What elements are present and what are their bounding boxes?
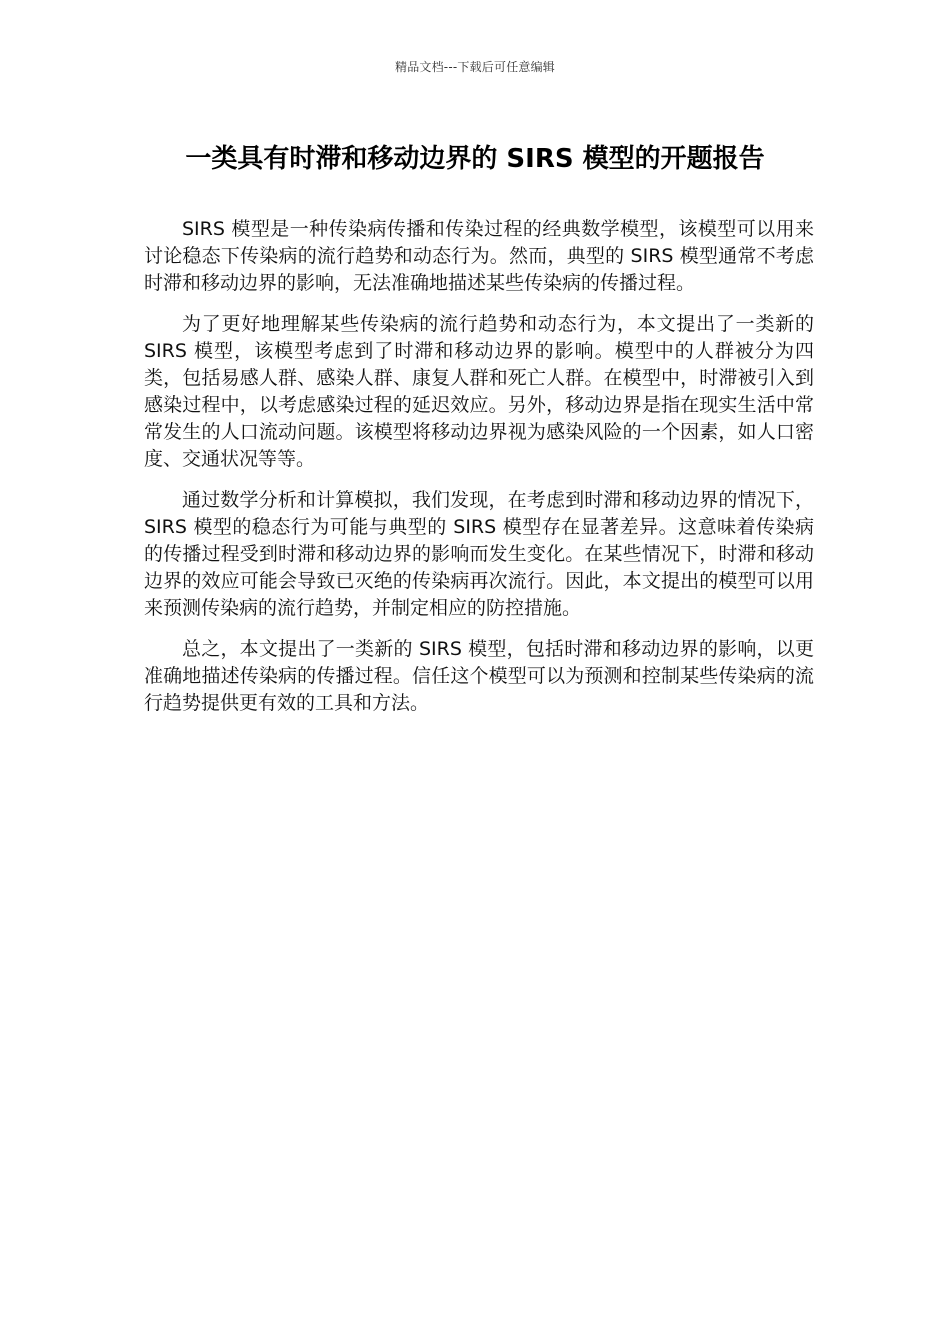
paragraph-4: 总之，本文提出了一类新的 SIRS 模型，包括时滞和移动边界的影响，以更准确地描述传染病的传播过程。信任这个模型可以为预测和控制某些传染病的流行趋势提供更有效的工具和方法。 [144,638,814,714]
paragraph-1: SIRS 模型是一种传染病传播和传染过程的经典数学模型，该模型可以用来讨论稳态下传染病的流行趋势和动态行为。然而，典型的 SIRS 模型通常不考虑时滞和移动边界的影响，无法准确地描述某些传染病的传播过程。 [144,218,814,294]
document-body [144,216,814,731]
document-title: 一类具有时滞和移动边界的 SIRS 模型的开题报告 [185,144,765,174]
paragraph-2: 为了更好地理解某些传染病的流行趋势和动态行为，本文提出了一类新的 SIRS 模型，该模型考虑到了时滞和移动边界的影响。模型中的人群被分为四类，包括易感人群、感染人群、康复人群和死亡人群。在模型中，时滞被引入到感染过程中，以考虑感染过程的延迟效应。另外，移动边界是指在现实生活中常常发生的人口流动问题。该模型将移动边界视为感染风险的一个因素，如人口密度、交通状况等等。 [144,313,814,470]
header-note: 精品文档---下载后可任意编辑 [395,60,555,74]
paragraph-3: 通过数学分析和计算模拟，我们发现，在考虑到时滞和移动边界的情况下，SIRS 模型的稳态行为可能与典型的 SIRS 模型存在显著差异。这意味着传染病的传播过程受到时滞和移动边界的影响而发生变化。在某些情况下，时滞和移动边界的效应可能会导致已灭绝的传染病再次流行。因此，本文提出的模型可以用来预测传染病的流行趋势，并制定相应的防控措施。 [144,489,814,619]
